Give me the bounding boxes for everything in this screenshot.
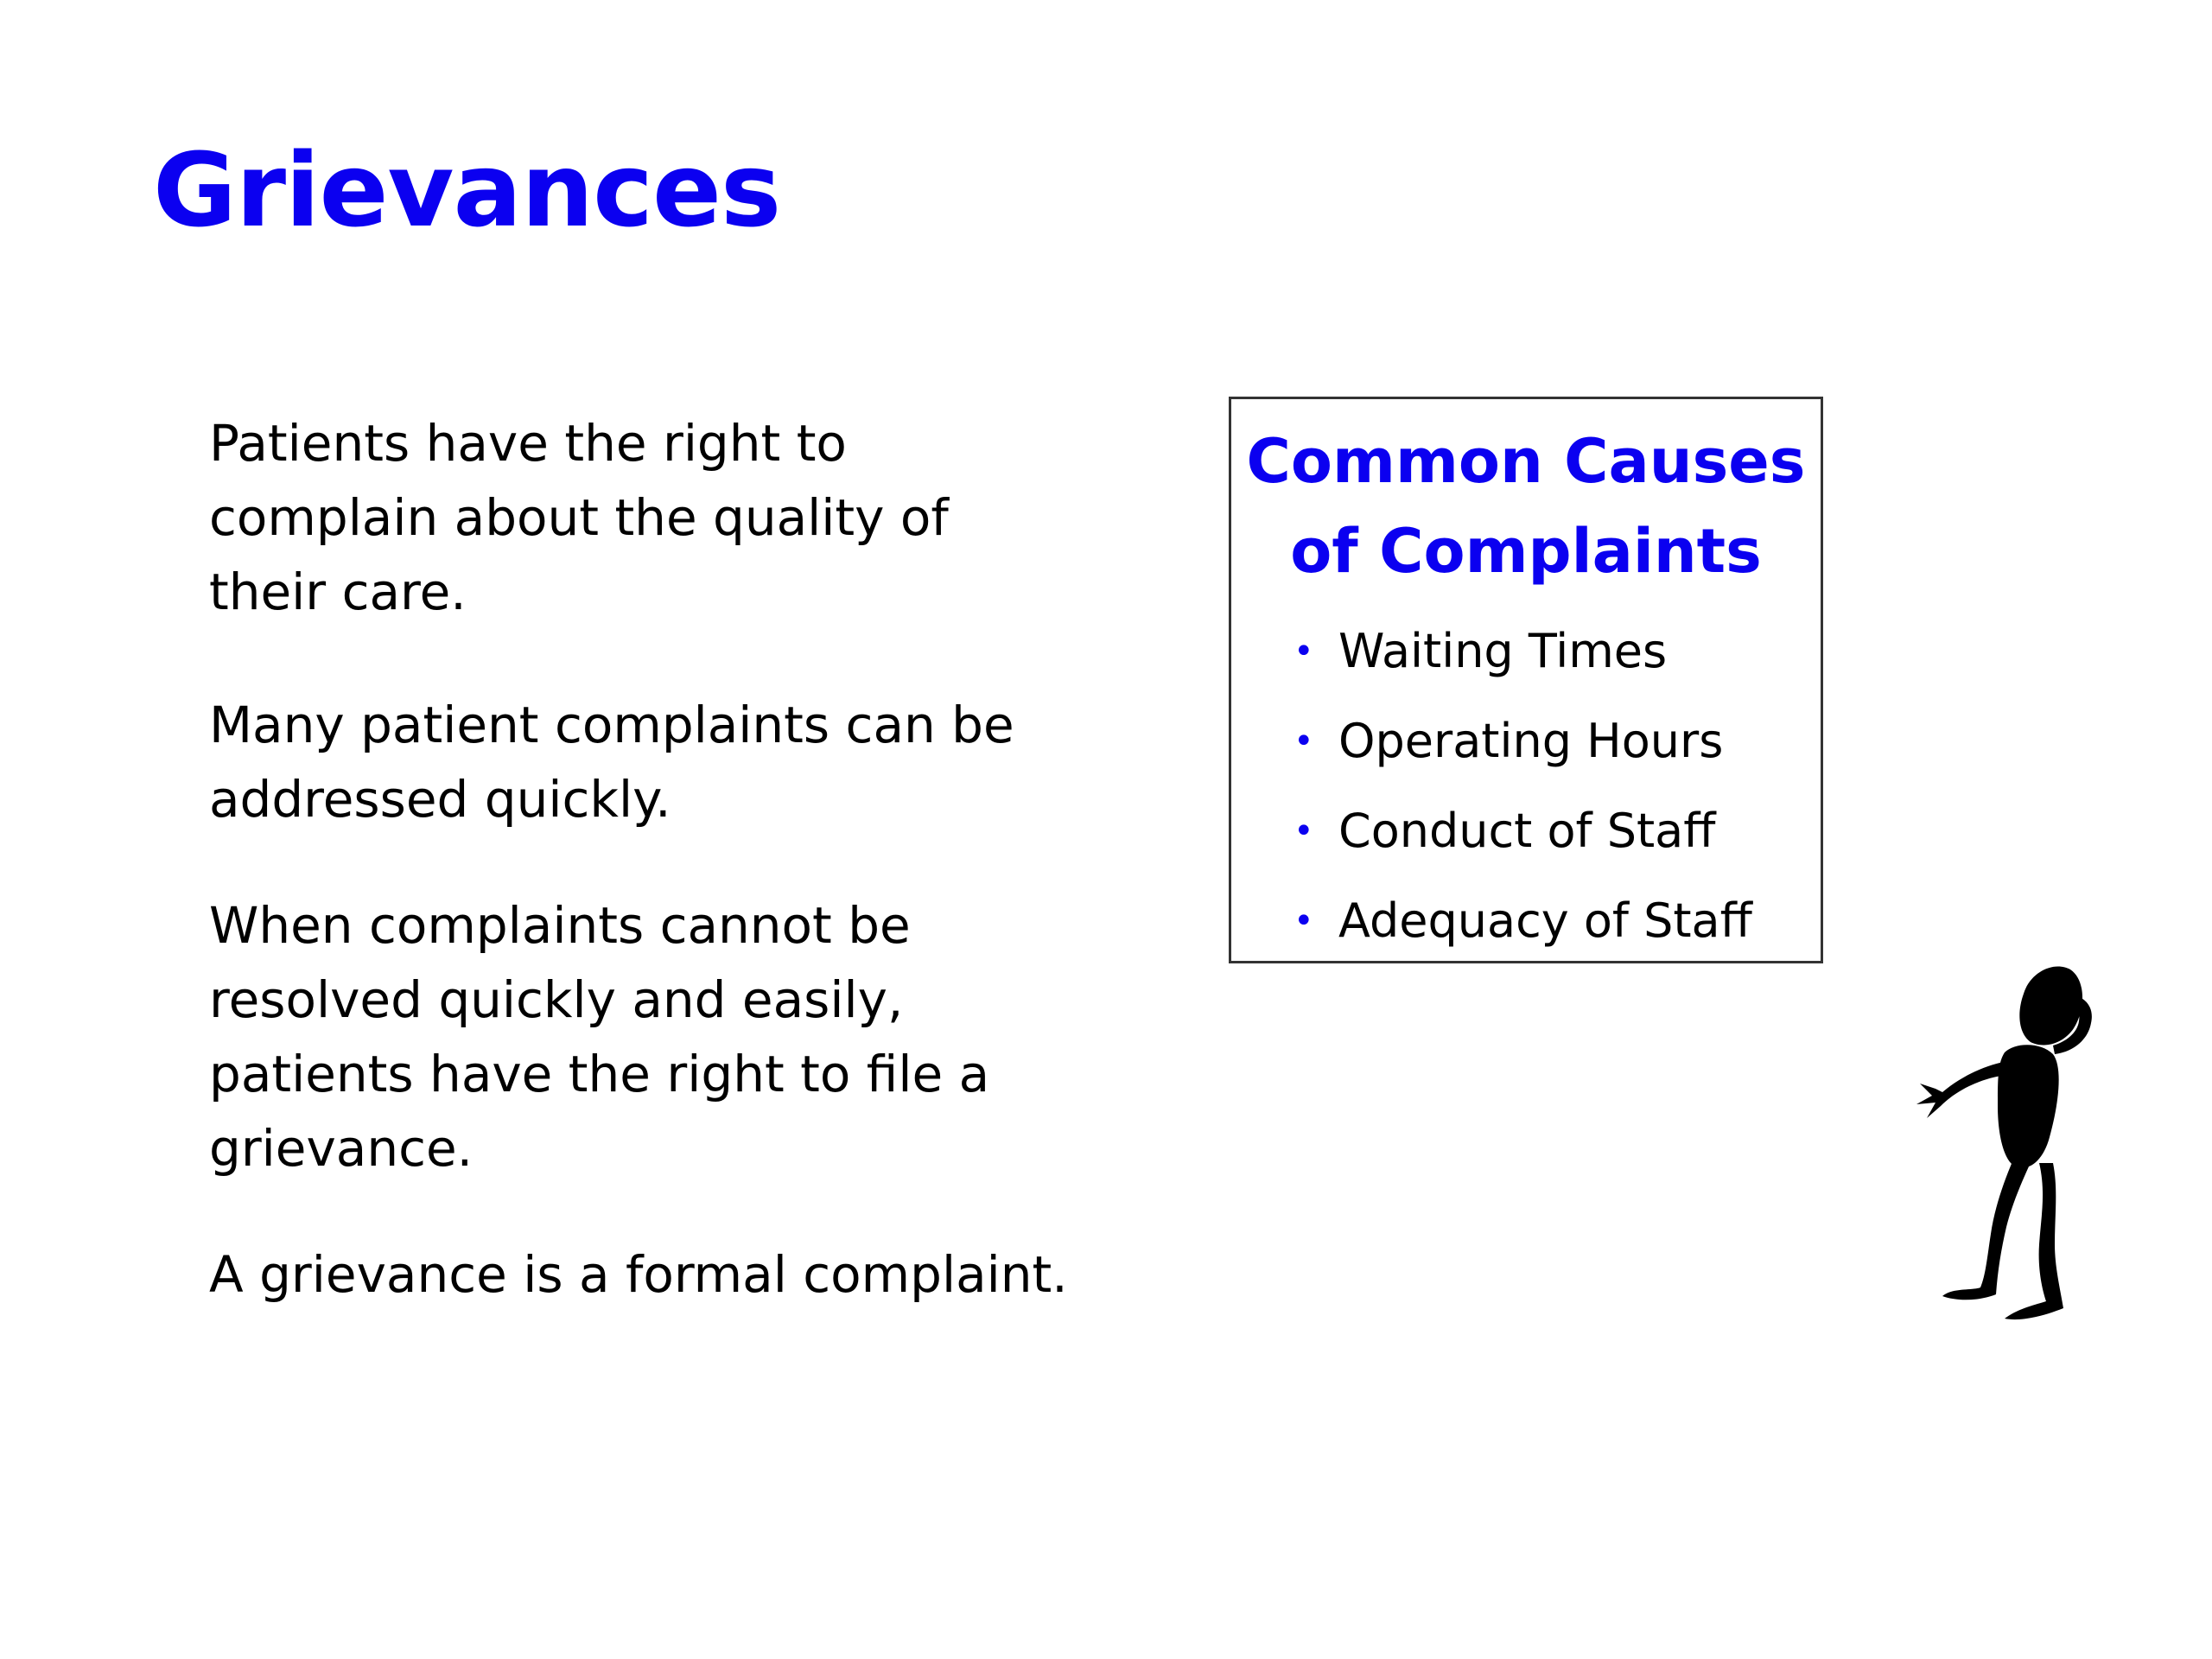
list-item-label: Adequacy of Staff (1338, 893, 1752, 948)
list-item (1231, 696, 1821, 786)
bullet-icon: • (1294, 721, 1314, 761)
frustrated-stick-figure-icon (1901, 959, 2126, 1331)
paragraph-formal-complaint: A grievance is a formal complaint. (209, 1245, 1068, 1304)
common-causes-box (1229, 397, 1823, 963)
bullet-icon: • (1294, 632, 1314, 671)
list-item-label: Waiting Times (1338, 624, 1668, 678)
list-item (1231, 786, 1821, 876)
list-item (1231, 607, 1821, 696)
list-item-label: Operating Hours (1338, 714, 1724, 768)
list-item (1231, 876, 1821, 966)
bullet-icon: • (1294, 811, 1314, 851)
paragraph-right-to-complain: Patients have the right to complain about the quality of their care. (209, 414, 949, 621)
slide-title: Grievances (153, 130, 781, 250)
paragraph-right-to-file: When complaints cannot be resolved quickly and easily, patients have the right to file a grievance. (209, 896, 990, 1178)
paragraph-addressed-quickly: Many patient complaints can be addressed quickly. (209, 696, 1014, 829)
bullet-icon: • (1294, 901, 1314, 941)
common-causes-title: Common Causes of Complaints (1246, 426, 1806, 587)
common-causes-list (1231, 607, 1821, 966)
list-item-label: Conduct of Staff (1338, 804, 1716, 858)
